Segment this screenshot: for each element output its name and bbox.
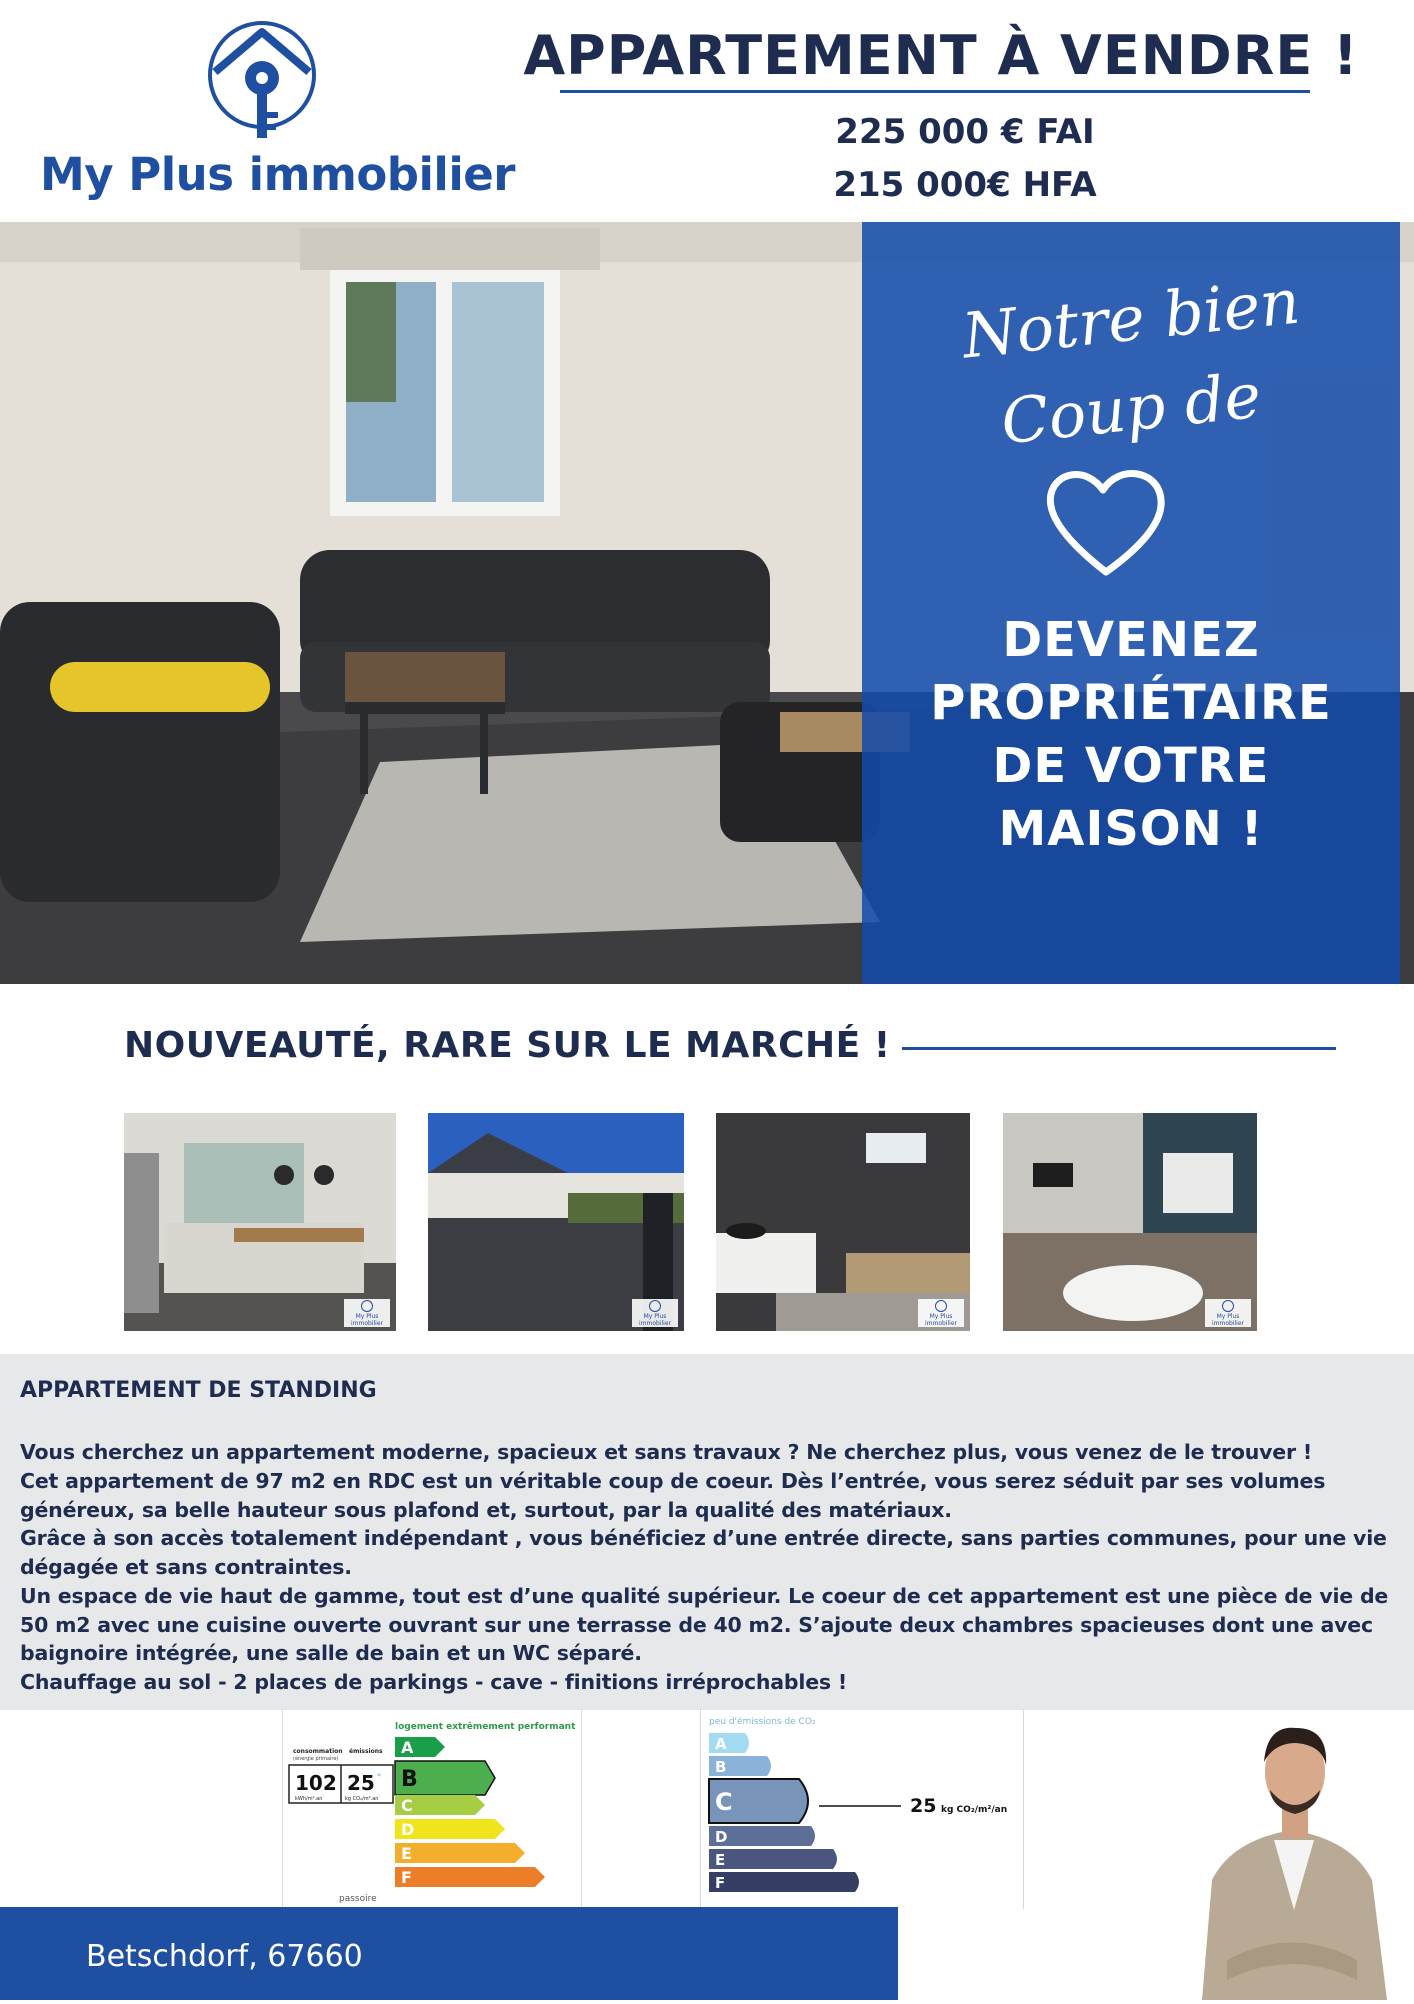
dpe-emission-asterisk: * (377, 1772, 381, 1781)
footer-bar (0, 1907, 898, 2000)
ges-class-letter-d: D (715, 1828, 728, 1846)
thumbnail-bathroom[interactable] (716, 1113, 970, 1331)
dpe-class-letter-a: A (401, 1738, 414, 1757)
dpe-class-letter-d: D (401, 1820, 415, 1839)
dpe-consumption-value: 102 (295, 1771, 337, 1795)
ges-class-letter-a: A (715, 1735, 727, 1753)
dpe-class-letter-c: C (401, 1796, 413, 1815)
headline-underline (560, 90, 1310, 93)
dpe-class-bar-e (395, 1843, 525, 1863)
thumbnail-watermark: My Plus immobilier (632, 1299, 678, 1327)
description-line: Vous cherchez un appartement moderne, spacieux et sans travaux ? Ne cherchez plus, vous venez de le trouver ! (20, 1440, 1312, 1464)
description-title: APPARTEMENT DE STANDING (20, 1378, 377, 1403)
house-key-logo-icon (205, 20, 320, 140)
section-title: NOUVEAUTÉ, RARE SUR LE MARCHÉ ! (124, 1025, 891, 1066)
description-line: Cet appartement de 97 m2 en RDC est un véritable coup de coeur. Dès l’entrée, vous serez séduit par ses volumes (20, 1469, 1326, 1493)
ges-class-letter-e: E (715, 1851, 726, 1869)
thumbnail-kitchen[interactable] (124, 1113, 396, 1331)
page-headline: APPARTEMENT À VENDRE ! (523, 24, 1359, 87)
dpe-consumption-label: consommation (293, 1748, 343, 1755)
ges-class-bar-f (709, 1872, 859, 1892)
promo-headline-line-1: DEVENEZ (1002, 612, 1260, 668)
dpe-consumption-unit: kWh/m².an (295, 1796, 323, 1802)
description-line: généreux, sa belle hauteur sous plafond et, surtout, par la qualité des matériaux. (20, 1498, 952, 1522)
description-line: Grâce à son accès totalement indépendant , vous bénéficiez d’une entrée directe, sans parties communes, pour une vie (20, 1526, 1387, 1550)
dpe-consumption-sub: (énergie primaire) (293, 1756, 339, 1762)
description-line: 50 m2 avec une cuisine ouverte ouvrant sur une terrasse de 40 m2. S’ajoute deux chambres spacieuses dont une avec (20, 1613, 1373, 1637)
ges-class-bar-e (709, 1849, 837, 1869)
ges-class-letter-c: C (715, 1788, 733, 1816)
ges-class-letter-b: B (715, 1758, 727, 1776)
dpe-emission-label: émissions (349, 1748, 383, 1755)
dpe-top-label: logement extrêmement performant (395, 1722, 576, 1732)
price-hfa: 215 000€ HFA (833, 165, 1097, 205)
ges-emissions-label (700, 1709, 1024, 1909)
dpe-class-bar-f (395, 1867, 545, 1887)
thumbnail-watermark: My Plus immobilier (344, 1299, 390, 1327)
brand-name: My Plus immobilier (40, 148, 515, 201)
section-title-rule (902, 1047, 1336, 1050)
ges-unit: kg CO₂/m²/an (941, 1805, 1008, 1815)
promo-script-line-2: Coup de (997, 358, 1265, 459)
description-line: baignoire intégrée, une salle de bain et un WC séparé. (20, 1641, 642, 1665)
promo-script-line-1: Notre bien (958, 264, 1304, 373)
promo-panel (862, 222, 1400, 984)
property-location: Betschdorf, 67660 (86, 1939, 363, 1974)
thumbnail-watermark: My Plus immobilier (918, 1299, 964, 1327)
description-line: Chauffage au sol - 2 places de parkings - cave - finitions irréprochables ! (20, 1670, 848, 1694)
dpe-emission-value: 25 (347, 1771, 375, 1795)
description-panel (0, 1354, 1414, 1710)
dpe-bottom-label: passoire (339, 1894, 377, 1904)
ges-top-label: peu d'émissions de CO₂ (709, 1717, 816, 1727)
price-fai: 225 000 € FAI (835, 112, 1095, 152)
promo-headline-line-3: DE VOTRE (992, 738, 1270, 794)
promo-headline-line-2: PROPRIÉTAIRE (930, 675, 1332, 731)
promo-headline-line-4: MAISON ! (998, 801, 1264, 857)
dpe-class-letter-b: B (401, 1767, 418, 1792)
thumbnail-watermark: My Plus immobilier (1205, 1299, 1251, 1327)
description-line: dégagée et sans contraintes. (20, 1555, 352, 1579)
dpe-class-letter-f: F (401, 1868, 412, 1887)
description-line: Un espace de vie haut de gamme, tout est d’une qualité supérieur. Le coeur de cet appartement est une pièce de vie de (20, 1584, 1389, 1608)
agent-photo (1182, 1710, 1414, 2000)
thumbnail-bedroom[interactable] (1003, 1113, 1257, 1331)
ges-value: 25 (910, 1795, 937, 1817)
heart-icon (1041, 462, 1171, 580)
thumbnail-terrace[interactable] (428, 1113, 684, 1331)
ges-class-letter-f: F (715, 1874, 726, 1892)
dpe-class-letter-e: E (401, 1844, 412, 1863)
dpe-emission-unit: kg CO₂/m².an (345, 1796, 379, 1802)
dpe-energy-label (282, 1709, 582, 1909)
